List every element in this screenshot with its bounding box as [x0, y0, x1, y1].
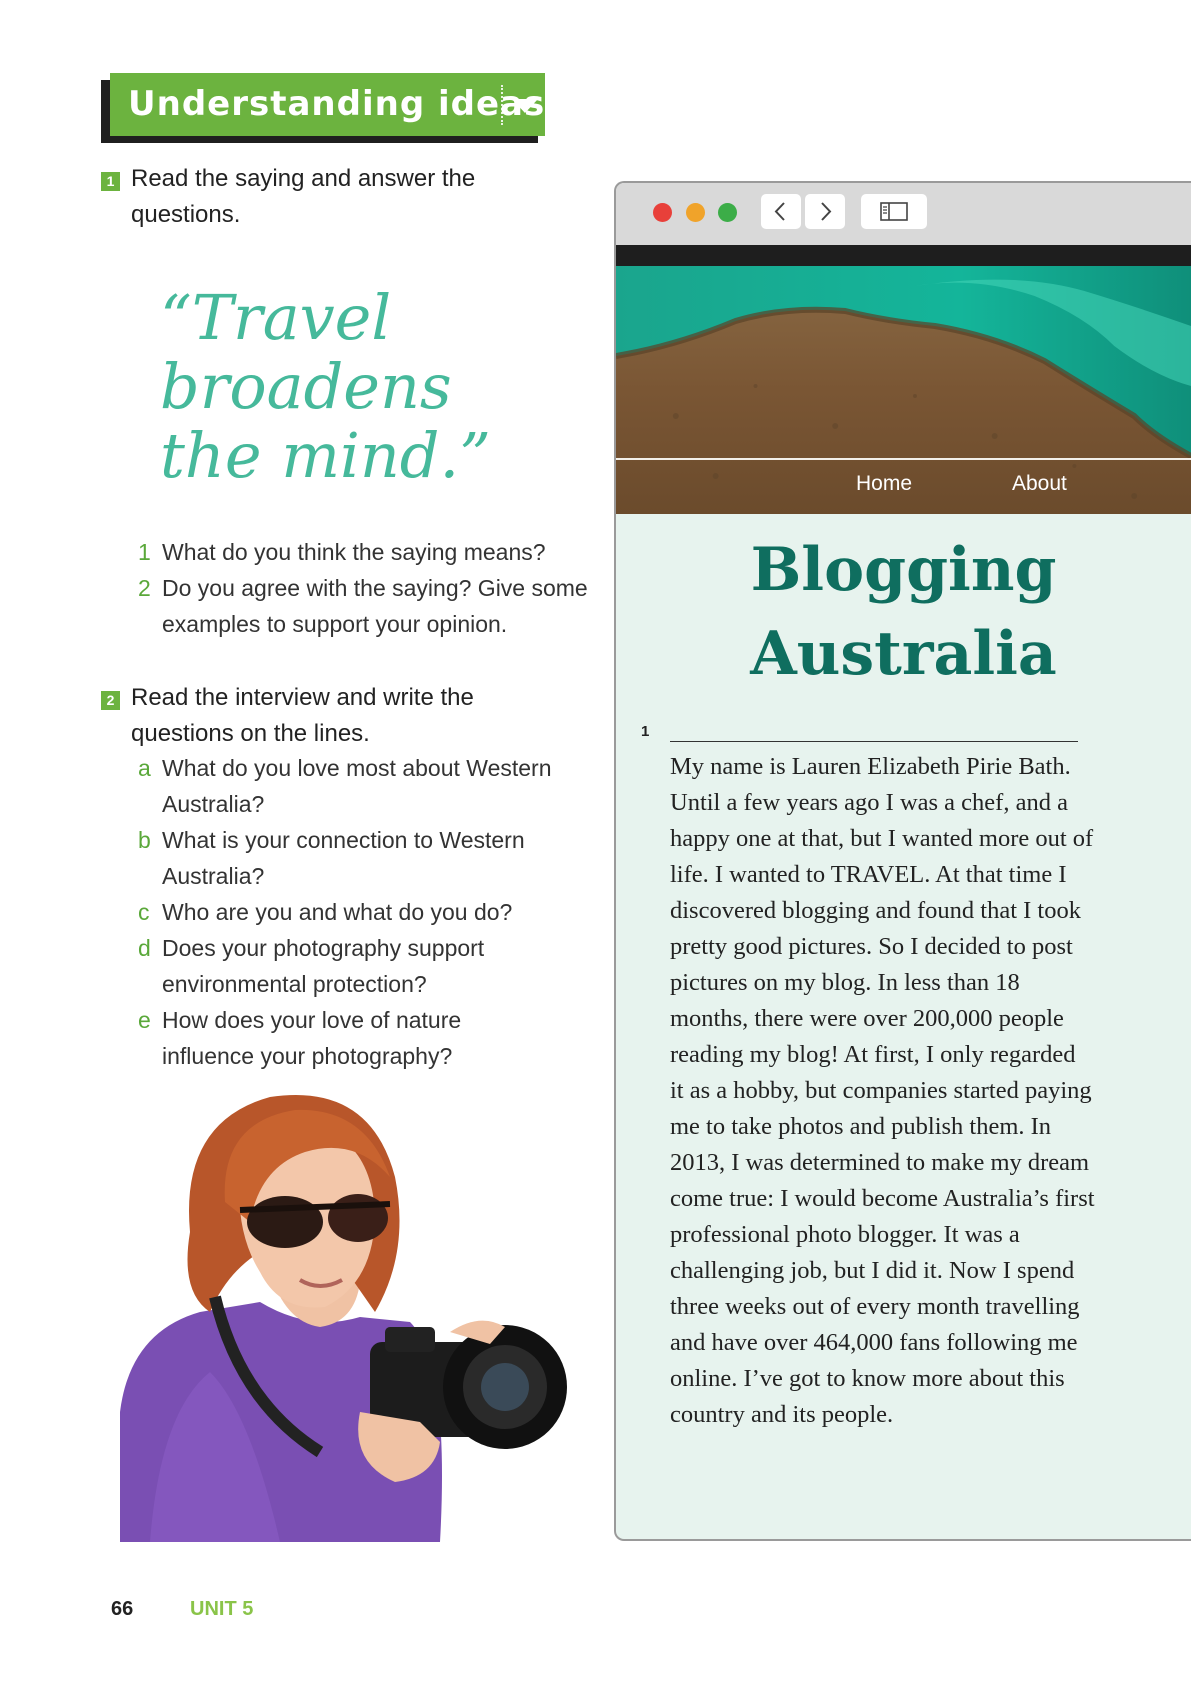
question-text: What do you think the saying means?	[162, 539, 546, 565]
exercise-2-instruction-line1: Read the interview and write the	[131, 684, 474, 711]
section-header-bar	[110, 73, 545, 136]
quote-line-1: “Travel	[160, 281, 392, 354]
option-item	[138, 822, 558, 894]
chevron-left-icon	[761, 194, 801, 229]
option-item	[138, 1002, 558, 1074]
section-title: Understanding ideas	[128, 84, 546, 124]
forward-button[interactable]	[805, 194, 845, 229]
quote-line-2: broadens	[160, 350, 452, 423]
option-text: What is your connection to Western Australia?	[162, 827, 525, 889]
question-item	[138, 534, 608, 570]
page-number: 66	[111, 1598, 134, 1620]
blog-title-line-1: Blogging	[750, 535, 1057, 605]
blog-title	[616, 528, 1191, 696]
option-text: What do you love most about Western Australia?	[162, 755, 552, 817]
option-text: Who are you and what do you do?	[162, 899, 513, 925]
question-item	[138, 570, 608, 642]
sidebar-icon	[861, 194, 927, 229]
browser-tab-strip	[616, 245, 1191, 266]
hero-nav-divider	[616, 458, 1191, 460]
photographer-photo	[120, 1082, 600, 1542]
answer-line[interactable]	[670, 741, 1078, 742]
option-letter: d	[138, 935, 151, 961]
chevron-down-icon	[512, 99, 538, 113]
unit-label: UNIT 5	[190, 1598, 254, 1620]
exercise-1-questions	[138, 534, 608, 642]
exercise-2-number: 2	[101, 691, 120, 710]
exercise-1-instruction-line2: questions.	[131, 201, 241, 228]
saying-quote	[160, 283, 580, 490]
exercise-1-instruction-line1: Read the saying and answer the	[131, 165, 476, 192]
option-item	[138, 930, 558, 1002]
sidebar-toggle-button[interactable]	[861, 194, 927, 229]
option-text: How does your love of nature influence your photography?	[162, 1007, 462, 1069]
option-text: Does your photography support environmental protection?	[162, 935, 485, 997]
option-item	[138, 750, 558, 822]
option-letter: c	[138, 899, 150, 925]
blog-title-line-2: Australia	[750, 619, 1057, 689]
option-letter: e	[138, 1007, 151, 1033]
option-letter: b	[138, 827, 151, 853]
chevron-right-icon	[805, 194, 845, 229]
exercise-2-instruction-line2: questions on the lines.	[131, 720, 370, 747]
option-letter: a	[138, 755, 151, 781]
nav-link-home[interactable]: Home	[856, 472, 913, 495]
back-button[interactable]	[761, 194, 801, 229]
blog-paragraph: My name is Lauren Elizabeth Pirie Bath. Until a few years ago I was a chef, and a happy one at that, but I wanted more out of life. I wanted to TRAVEL. At that time I discovered blogging and found that I took pretty good pictures. So I decided to post pictures on my blog. In less than 18 months, there were over 200,000 people reading my blog! At first, I only regarded it as a hobby, but companies started paying me to take photos and publish them. In 2013, I was determined to make my dream come true: I would become Australia’s first professional photo blogger. It was a challenging job, but I did it. Now I spend three weeks out of every month travelling and have over 464,000 fans following me online. I’ve got to know more about this country and its people.	[670, 753, 1095, 1428]
maximize-window-button[interactable]	[718, 203, 737, 222]
option-item	[138, 894, 558, 930]
exercise-1-number: 1	[101, 172, 120, 191]
quote-line-3: the mind.”	[160, 419, 491, 492]
question-number: 2	[138, 575, 151, 601]
minimize-window-button[interactable]	[686, 203, 705, 222]
exercise-2-options	[138, 750, 558, 1074]
close-window-button[interactable]	[653, 203, 672, 222]
browser-window	[614, 181, 1191, 1541]
nav-link-about[interactable]: About	[1012, 472, 1067, 495]
browser-toolbar	[616, 183, 1191, 245]
paragraph-number: 1	[641, 723, 650, 740]
section-header	[101, 73, 545, 143]
question-number: 1	[138, 539, 151, 565]
question-text: Do you agree with the saying? Give some examples to support your opinion.	[162, 575, 588, 637]
section-header-divider	[501, 85, 503, 125]
